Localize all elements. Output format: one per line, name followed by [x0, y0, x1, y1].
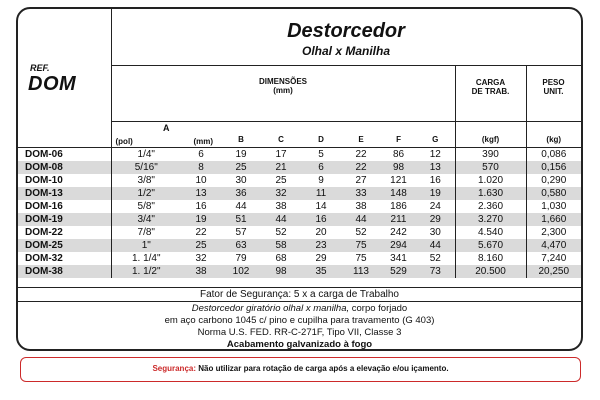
cell-weight: 0,156	[526, 161, 581, 174]
cell-g: 30	[416, 226, 455, 239]
cell-e: 33	[341, 187, 381, 200]
cell-b: 30	[235, 175, 247, 186]
cell-d: 14	[315, 201, 327, 212]
description-line4: Acabamento galvanizado à fogo	[226, 339, 373, 350]
cell-weight: 1,030	[541, 201, 567, 212]
cell-ref: DOM-25	[18, 239, 111, 252]
cell-a-mm: 13	[181, 187, 221, 200]
table-row	[18, 213, 581, 226]
cell-a-mm: 16	[195, 201, 207, 212]
cell-f: 98	[381, 161, 416, 174]
cell-c: 98	[261, 265, 301, 278]
table-row	[18, 239, 581, 252]
table-row	[18, 148, 581, 162]
warning-text: Não utilizar para rotação de carga após a elevação e/ou içamento.	[196, 364, 449, 373]
table-row	[18, 174, 581, 187]
cell-load: 570	[455, 161, 526, 174]
cell-g: 44	[416, 239, 455, 252]
cell-a-pol: 3/4"	[111, 213, 181, 226]
cell-f: 121	[390, 175, 407, 186]
cell-d: 16	[301, 213, 341, 226]
col-b-header: B	[221, 121, 261, 148]
cell-g: 12	[416, 148, 455, 162]
table-row	[18, 265, 581, 278]
cell-a-mm: 8	[181, 161, 221, 174]
cell-e: 52	[355, 227, 367, 238]
safety-warning-box	[20, 357, 581, 382]
cell-load: 5.670	[455, 239, 526, 252]
dimensions-label: DIMENSÕES	[258, 77, 307, 86]
cell-weight: 1,660	[526, 213, 581, 226]
cell-b: 57	[235, 227, 247, 238]
cell-load: 8.160	[455, 252, 526, 265]
cell-weight: 20,250	[526, 265, 581, 278]
cell-load: 3.270	[455, 213, 526, 226]
cell-f: 148	[381, 187, 416, 200]
col-g-header: G	[416, 121, 455, 148]
spec-table	[18, 121, 581, 278]
cell-a-pol: 1/2"	[111, 187, 181, 200]
cell-g: 24	[416, 200, 455, 213]
cell-d: 29	[315, 253, 327, 264]
cell-load: 1.630	[455, 187, 526, 200]
cell-a-pol: 7/8"	[137, 227, 155, 238]
cell-b: 25	[221, 161, 261, 174]
column-header-row	[18, 121, 581, 148]
load-header	[455, 65, 527, 121]
cell-ref: DOM-06	[18, 148, 111, 162]
col-e-header: E	[341, 121, 381, 148]
product-spec-card	[16, 7, 583, 351]
cell-f: 186	[390, 201, 407, 212]
group-header-row	[111, 65, 581, 122]
ref-label: REF.	[30, 63, 50, 73]
cell-d: 9	[318, 175, 324, 186]
cell-ref: DOM-13	[18, 187, 111, 200]
cell-a-mm: 22	[195, 227, 207, 238]
cell-weight: 4,470	[526, 239, 581, 252]
cell-ref: DOM-08	[18, 161, 111, 174]
cell-weight: 7,240	[541, 253, 567, 264]
cell-c: 68	[275, 253, 287, 264]
cell-e: 22	[341, 161, 381, 174]
product-subtitle: Olhal x Manilha	[301, 44, 391, 58]
cell-weight: 0,290	[541, 175, 567, 186]
cell-load: 20.500	[455, 265, 526, 278]
col-weight-header: (kg)	[526, 121, 581, 148]
cell-a-pol: 5/8"	[137, 201, 155, 212]
cell-d: 6	[301, 161, 341, 174]
load-label-line1: CARGA	[475, 78, 506, 87]
cell-c: 44	[261, 213, 301, 226]
col-c-header: C	[261, 121, 301, 148]
cell-d: 5	[318, 149, 324, 160]
title-area	[111, 9, 581, 66]
cell-g: 13	[416, 161, 455, 174]
cell-b: 44	[235, 201, 247, 212]
ref-column-header	[18, 9, 112, 121]
cell-a-mm: 32	[195, 253, 207, 264]
cell-f: 242	[390, 227, 407, 238]
cell-e: 75	[355, 253, 367, 264]
table-row	[18, 252, 581, 265]
cell-ref: DOM-16	[18, 200, 111, 213]
cell-f: 294	[381, 239, 416, 252]
product-title: Destorcedor	[287, 20, 405, 42]
cell-e: 75	[341, 239, 381, 252]
weight-label-line1: PESO	[542, 78, 565, 87]
cell-e: 38	[355, 201, 367, 212]
cell-ref: DOM-32	[18, 252, 111, 265]
cell-a-pol: 5/16"	[111, 161, 181, 174]
cell-load: 390	[455, 148, 526, 162]
cell-e: 44	[341, 213, 381, 226]
cell-ref: DOM-22	[18, 226, 111, 239]
cell-e: 22	[355, 149, 367, 160]
cell-c: 17	[275, 149, 287, 160]
cell-a-pol: 1/4"	[137, 149, 155, 160]
cell-load: 2.360	[455, 200, 526, 213]
description-line3: Norma U.S. FED. RR-C-271F, Tipo VII, Classe 3	[197, 327, 402, 338]
product-description	[18, 303, 581, 351]
cell-a-mm: 19	[181, 213, 221, 226]
cell-a-pol: 1"	[111, 239, 181, 252]
cell-c: 25	[275, 175, 287, 186]
cell-c: 21	[261, 161, 301, 174]
weight-label-line2: UNIT.	[543, 87, 564, 96]
cell-g: 29	[416, 213, 455, 226]
cell-load: 1.020	[455, 174, 526, 187]
col-f-header: F	[381, 121, 416, 148]
col-a-header	[111, 121, 221, 148]
dimensions-header	[111, 65, 456, 121]
cell-b: 19	[235, 149, 247, 160]
cell-a-pol: 1. 1/4"	[131, 253, 161, 264]
cell-load: 4.540	[455, 226, 526, 239]
description-line2: em aço carbono 1045 c/ pino e cupilha para travamento (G 403)	[164, 315, 435, 326]
cell-g: 52	[416, 252, 455, 265]
cell-ref: DOM-38	[18, 265, 111, 278]
cell-g: 73	[416, 265, 455, 278]
cell-d: 20	[315, 227, 327, 238]
col-a-mm-unit: (mm)	[193, 137, 214, 146]
cell-a-mm: 6	[198, 149, 204, 160]
col-a-label: A	[163, 123, 170, 133]
cell-b: 51	[221, 213, 261, 226]
load-label-line2: DE TRAB.	[471, 87, 510, 96]
col-load-header: (kgf)	[455, 121, 526, 148]
cell-f: 529	[381, 265, 416, 278]
dimensions-unit: (mm)	[273, 86, 293, 95]
cell-ref: DOM-19	[18, 213, 111, 226]
col-a-pol-unit: (pol)	[115, 137, 133, 146]
cell-weight: 2,300	[541, 227, 567, 238]
weight-header	[526, 65, 581, 121]
cell-a-mm: 25	[181, 239, 221, 252]
ref-code: DOM	[28, 73, 77, 95]
cell-e: 27	[355, 175, 367, 186]
cell-d: 23	[301, 239, 341, 252]
cell-f: 341	[390, 253, 407, 264]
cell-d: 11	[301, 187, 341, 200]
safety-factor-note: Fator de Segurança: 5 x a carga de Trabalho	[18, 287, 581, 302]
warning-label: Segurança:	[152, 364, 197, 373]
cell-f: 211	[381, 213, 416, 226]
cell-weight: 0,086	[541, 149, 567, 160]
cell-b: 36	[221, 187, 261, 200]
cell-f: 86	[392, 149, 405, 160]
cell-b: 79	[235, 253, 247, 264]
col-d-header: D	[301, 121, 341, 148]
table-row	[18, 200, 581, 213]
cell-c: 32	[261, 187, 301, 200]
cell-a-pol: 1. 1/2"	[111, 265, 181, 278]
cell-b: 63	[221, 239, 261, 252]
cell-a-pol: 3/8"	[137, 175, 155, 186]
description-line1-rest: corpo forjado	[349, 303, 408, 314]
cell-b: 102	[221, 265, 261, 278]
cell-g: 19	[416, 187, 455, 200]
cell-ref: DOM-10	[18, 174, 111, 187]
cell-a-mm: 38	[181, 265, 221, 278]
cell-e: 113	[341, 265, 381, 278]
ref-header-cell	[18, 121, 111, 148]
cell-a-mm: 10	[195, 175, 207, 186]
description-line1-italic: Destorcedor giratório olhal x manilha,	[191, 303, 350, 314]
table-row	[18, 226, 581, 239]
cell-weight: 0,580	[526, 187, 581, 200]
cell-c: 38	[275, 201, 287, 212]
table-row	[18, 187, 581, 200]
cell-c: 58	[261, 239, 301, 252]
cell-d: 35	[301, 265, 341, 278]
table-row	[18, 161, 581, 174]
cell-c: 52	[275, 227, 287, 238]
cell-g: 16	[416, 174, 455, 187]
